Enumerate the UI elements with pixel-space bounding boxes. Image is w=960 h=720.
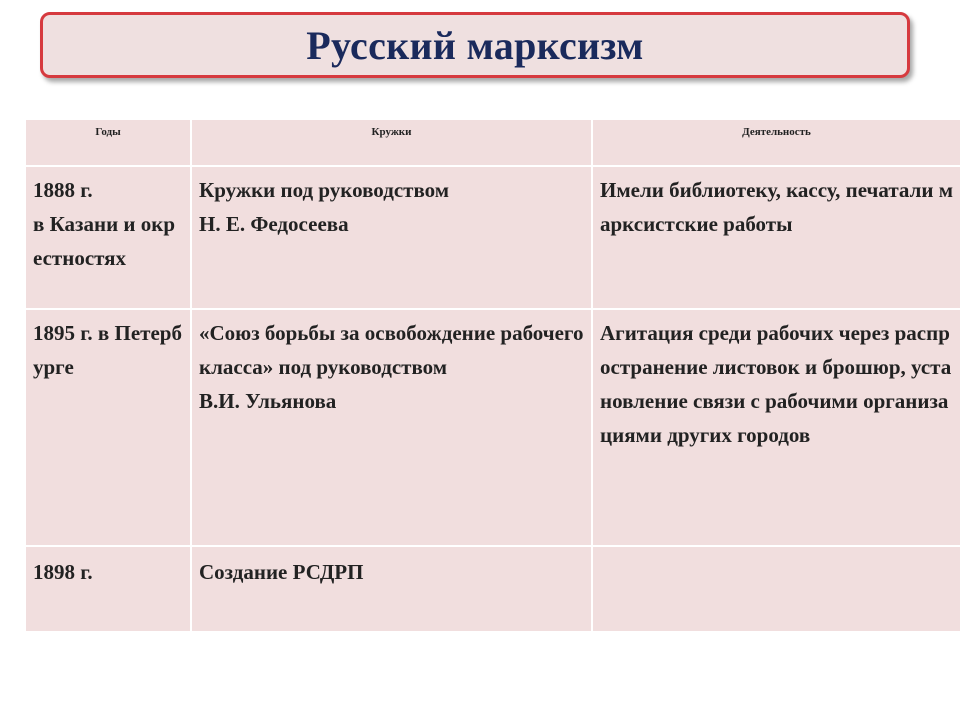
table-header-row	[26, 120, 960, 166]
header-circles: Кружки	[191, 120, 592, 166]
cell-years: 1898 г.	[26, 546, 191, 632]
table-row	[26, 546, 960, 632]
cell-activity	[592, 546, 960, 632]
header-activity: Деятельность	[592, 120, 960, 166]
header-years: Годы	[26, 120, 191, 166]
cell-circles: Создание РСДРП	[191, 546, 592, 632]
cell-years: 1888 г. в Казани и окрестностях	[26, 166, 191, 309]
cell-activity: Агитация среди рабочих через распространение листовок и брошюр, установление связи с рабочими организациями других городов	[592, 309, 960, 546]
cell-circles: Кружки под руководством Н. Е. Федосеева	[191, 166, 592, 309]
cell-activity: Имели библиотеку, кассу, печатали марксистские работы	[592, 166, 960, 309]
table-row	[26, 166, 960, 309]
cell-circles: «Союз борьбы за освобождение рабочего класса» под руководством В.И. Ульянова	[191, 309, 592, 546]
title-banner	[40, 12, 910, 78]
slide-title: Русский марксизм	[306, 22, 644, 68]
cell-years: 1895 г. в Петербурге	[26, 309, 191, 546]
marxism-table	[26, 120, 960, 633]
table-row	[26, 309, 960, 546]
